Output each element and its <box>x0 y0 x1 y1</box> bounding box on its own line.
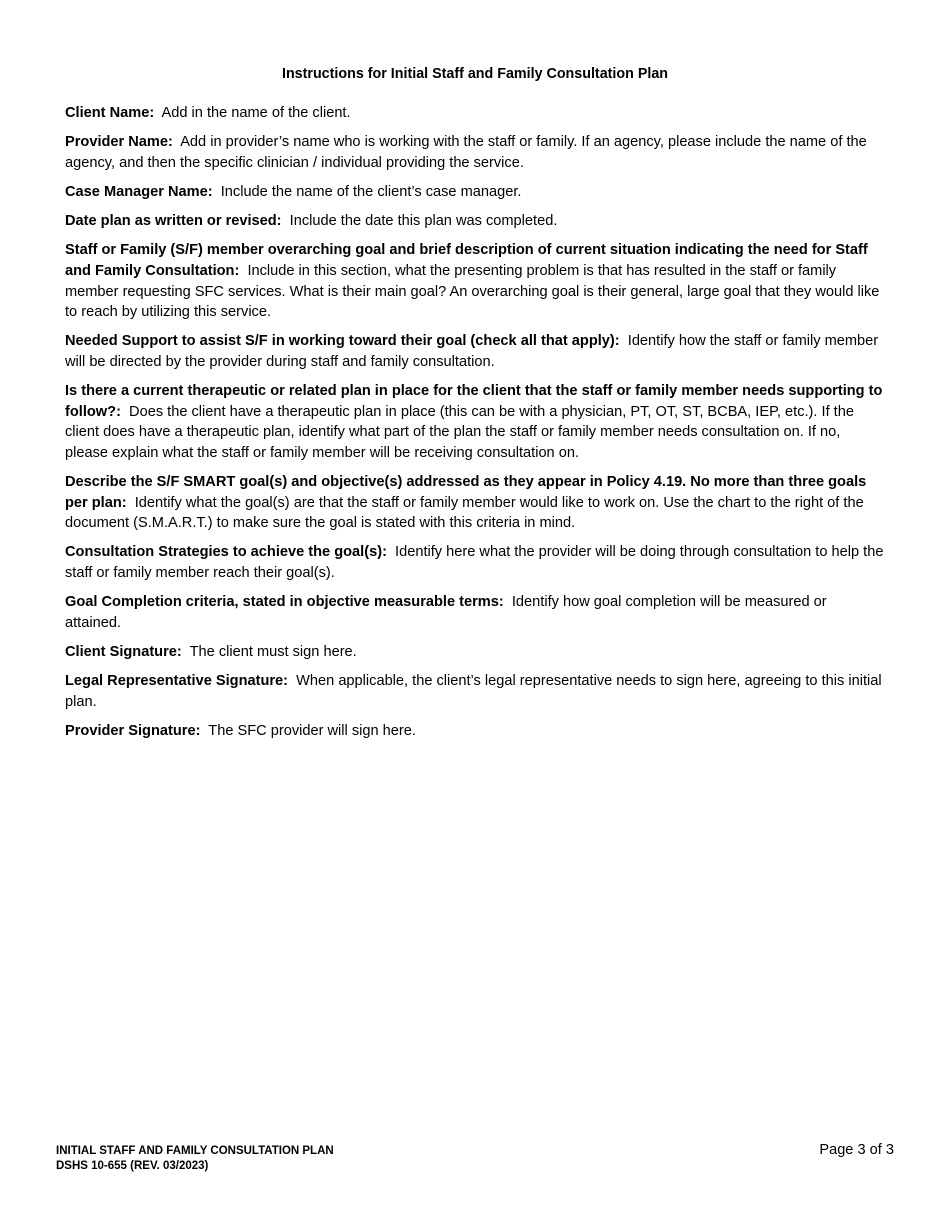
instruction-overarching-goal <box>65 240 885 322</box>
instruction-label: Describe the S/F SMART goal(s) and objective(s) addressed as they appear in Policy 4.19. No more than three goals per plan: <box>65 474 867 511</box>
instruction-text: The client must sign here. <box>189 644 357 660</box>
instruction-text: When applicable, the client’s legal representative needs to sign here, agreeing to this initial plan. <box>65 673 882 710</box>
instructions-list <box>65 103 885 750</box>
instruction-label: Goal Completion criteria, stated in objective measurable terms: <box>65 594 504 611</box>
page-title: Instructions for Initial Staff and Family Consultation Plan <box>281 66 669 82</box>
instruction-goal-completion <box>65 592 885 633</box>
instruction-text: The SFC provider will sign here. <box>208 722 416 739</box>
instruction-legal-representative-signature <box>65 671 885 712</box>
footer-form-info <box>56 1144 334 1174</box>
instruction-smart-goals <box>65 472 885 534</box>
instruction-text: Include the date this plan was completed. <box>289 213 558 230</box>
instruction-date-plan <box>65 211 885 232</box>
instruction-case-manager-name <box>65 182 885 203</box>
instruction-text: Does the client have a therapeutic plan in place (this can be with a physician, PT, OT, ST, BCBA, IEP, etc.). If the client does have a therapeutic plan, identify what part of the plan the staff or family member needs consultation on. If no, please explain what the staff or family member will be receiving consultation on. <box>65 403 854 461</box>
instruction-label: Legal Representative Signature: <box>65 673 289 690</box>
instruction-label: Date plan as written or revised: <box>65 213 282 230</box>
instruction-label: Staff or Family (S/F) member overarching goal and brief description of current situation indicating the need for Staff and Family Consultation: <box>65 242 868 279</box>
instruction-consultation-strategies <box>65 542 885 583</box>
instruction-needed-support <box>65 331 885 372</box>
instruction-client-signature <box>65 642 885 663</box>
instruction-text: Identify what the goal(s) are that the staff or family member would like to work on. Use the chart to the right of the document (S.M.A.R.T.) to make sure the goal is stated with this criteria in mind. <box>65 494 864 532</box>
instruction-label: Client Signature: <box>65 644 182 660</box>
instruction-text: Include in this section, what the presenting problem is that has resulted in the staff or family member requesting SFC services. What is their main goal? An overarching goal is their general, large goal that they would like to reach by utilizing this service. <box>65 262 880 321</box>
instruction-provider-signature <box>65 721 885 742</box>
instruction-label: Case Manager Name: <box>65 183 213 200</box>
footer-form-title: INITIAL STAFF AND FAMILY CONSULTATION PLAN <box>56 1145 334 1157</box>
instruction-provider-name <box>65 132 885 173</box>
instruction-text: Identify how goal completion will be measured or attained. <box>65 594 827 631</box>
instruction-text: Identify how the staff or family member will be directed by the provider during staff and family consultation. <box>65 333 879 370</box>
instruction-label: Is there a current therapeutic or related plan in place for the client that the staff or family member needs supporting to follow?: <box>65 383 883 420</box>
instruction-text: Add in the name of the client. <box>161 105 351 121</box>
instruction-text: Identify here what the provider will be doing through consultation to help the staff or family member reach their goal(s). <box>65 544 884 582</box>
instruction-label: Consultation Strategies to achieve the goal(s): <box>65 544 387 561</box>
instruction-therapeutic-plan <box>65 381 885 463</box>
instruction-label: Client Name: <box>65 105 155 121</box>
instruction-label: Provider Signature: <box>65 722 201 739</box>
instruction-label: Provider Name: <box>65 134 173 151</box>
instruction-text: Add in provider’s name who is working with the staff or family. If an agency, please include the name of the agency, and then the specific clinician / individual providing the service. <box>65 134 867 171</box>
footer-form-number: DSHS 10-655 (REV. 03/2023) <box>56 1160 209 1172</box>
page-number: Page 3 of 3 <box>819 1142 894 1158</box>
instruction-text: Include the name of the client’s case manager. <box>220 183 522 200</box>
instruction-client-name <box>65 103 885 124</box>
instruction-label: Needed Support to assist S/F in working toward their goal (check all that apply): <box>65 333 620 350</box>
